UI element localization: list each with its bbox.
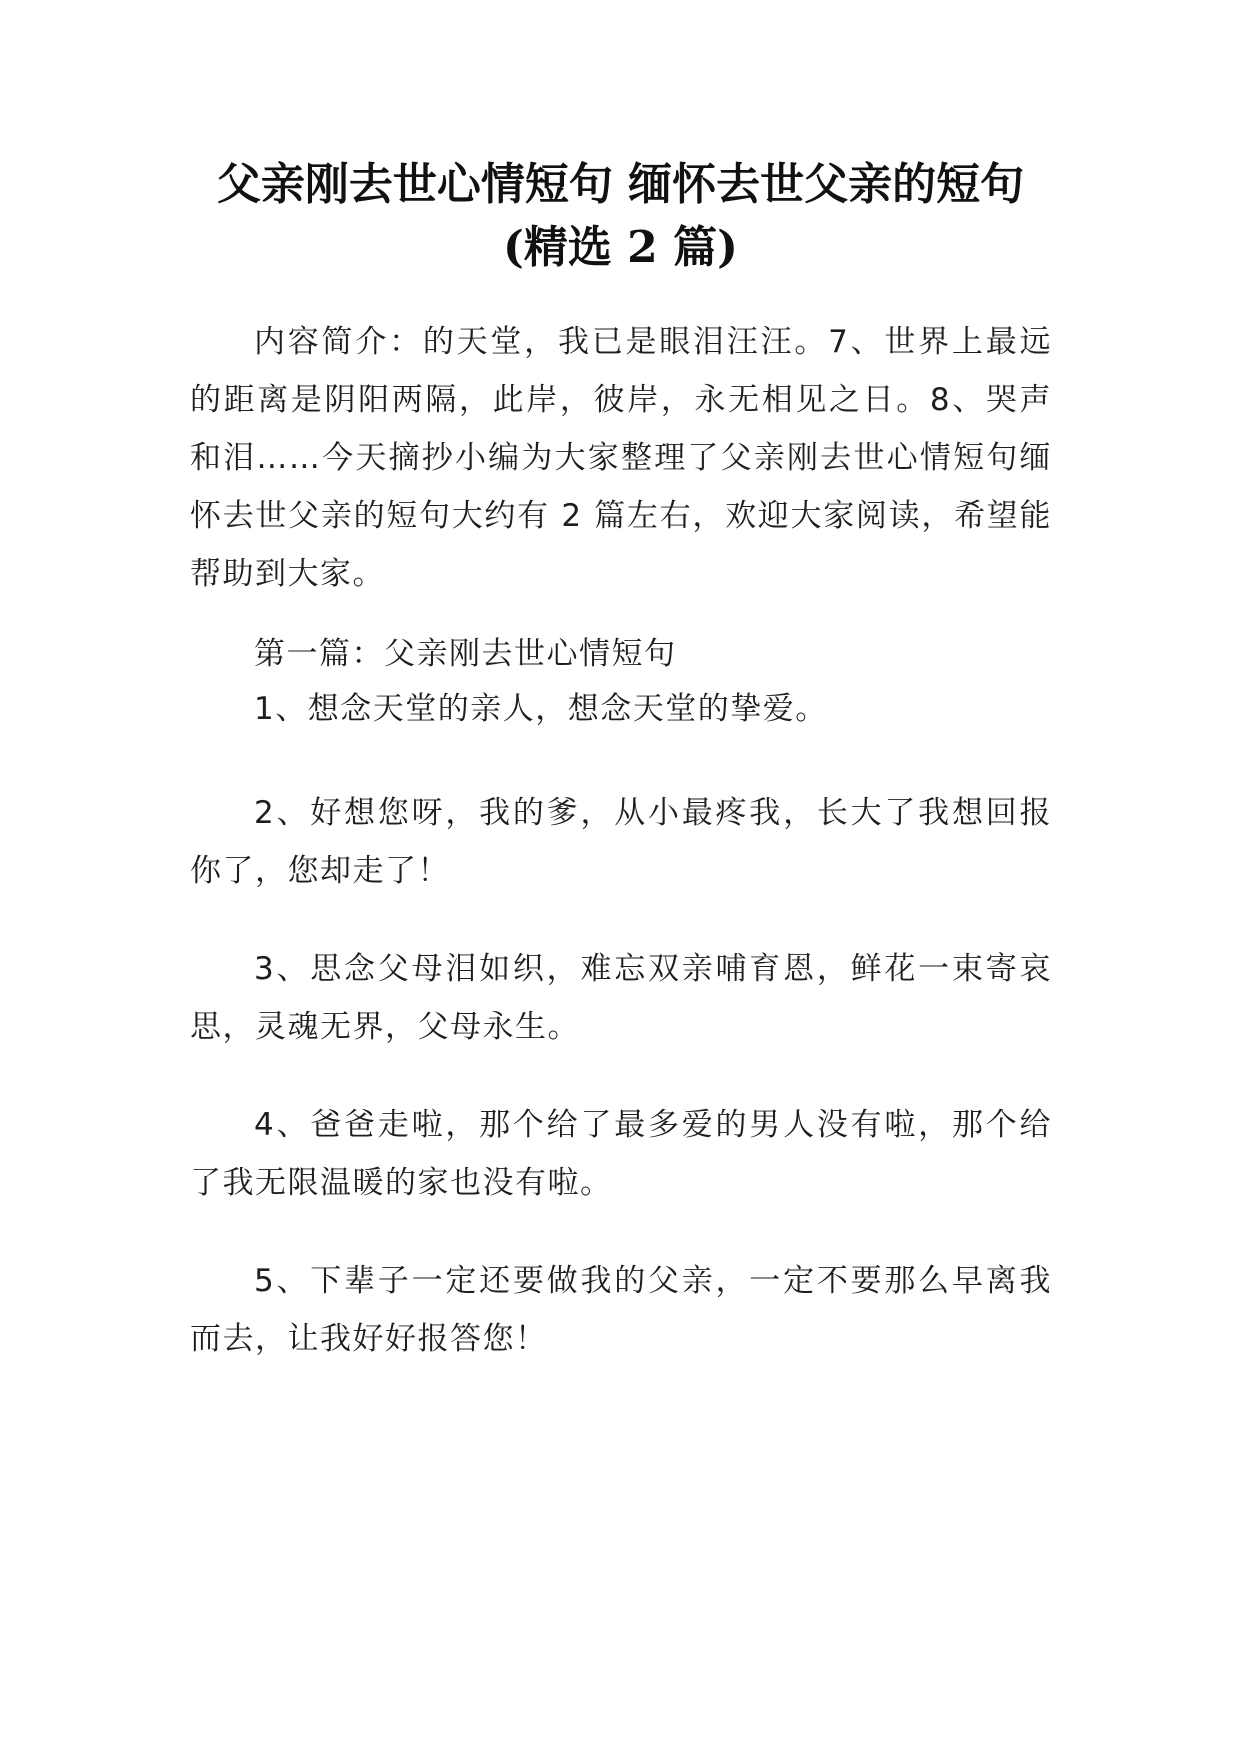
list-item: 1、想念天堂的亲人，想念天堂的挚爱。 [254,691,828,727]
document-title-line-1: 父亲刚去世心情短句 缅怀去世父亲的短句 [216,159,1025,210]
document-title-line-2: (精选 2 篇) [503,222,738,273]
list-item: 3、思念父母泪如织，难忘双亲哺育恩，鲜花一束寄哀思，灵魂无界，父母永生。 [190,951,1052,1045]
list-item: 5、下辈子一定还要做我的父亲，一定不要那么早离我而去，让我好好报答您！ [190,1263,1052,1357]
list-item: 2、好想您呀，我的爹，从小最疼我，长大了我想回报你了，您却走了！ [190,795,1052,889]
section-heading: 第一篇：父亲刚去世心情短句 [254,636,677,672]
list-item: 4、爸爸走啦，那个给了最多爱的男人没有啦，那个给了我无限温暖的家也没有啦。 [190,1107,1052,1201]
intro-paragraph: 内容简介：的天堂，我已是眼泪汪汪。7、世界上最远的距离是阴阳两隔，此岸，彼岸，永无相见之日。8、哭声和泪……今天摘抄小编为大家整理了父亲刚去世心情短句缅怀去世父亲的短句大约有 2 篇左右，欢迎大家阅读，希望能帮助到大家。 [190,324,1052,592]
